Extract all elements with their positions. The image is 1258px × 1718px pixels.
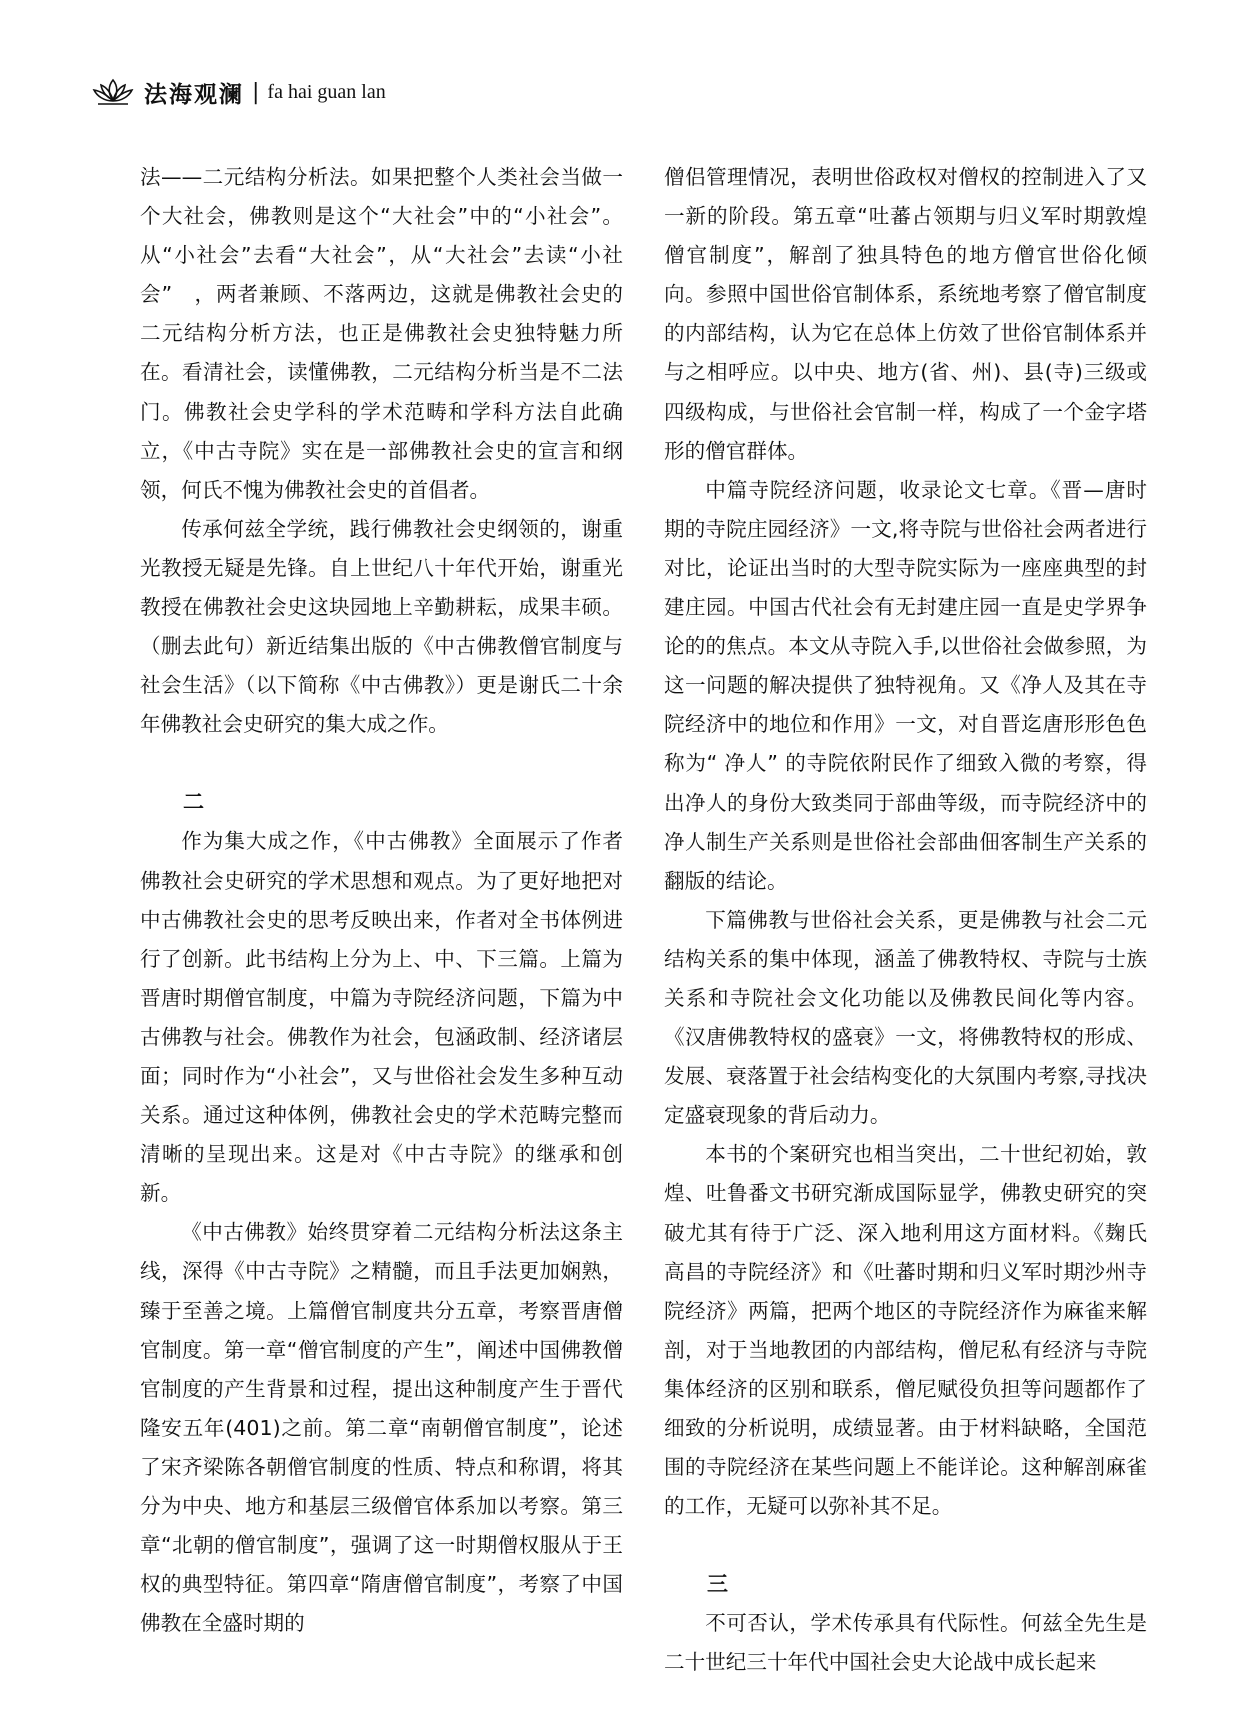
paragraph: 本书的个案研究也相当突出，二十世纪初始，敦煌、吐鲁番文书研究渐成国际显学，佛教史研究的突破尤其有待于广泛、深入地利用这方面材料。《麹氏高昌的寺院经济》和《吐蕃时期和归义军时期沙州寺院经济》两篇，把两个地区的寺院经济作为麻雀来解剖，对于当地教团的内部结构，僧尼私有经济与寺院集体经济的区别和联系，僧尼赋役负担等问题都作了细致的分析说明，成绩显著。由于材料缺略，全国范围的寺院经济在某些问题上不能详论。这种解剖麻雀的工作，无疑可以弥补其不足。 [664, 1142, 1147, 1519]
journal-title-en: fa hai guan lan [267, 80, 386, 103]
paragraph: 不可否认，学术传承具有代际性。何兹全先生是二十世纪三十年代中国社会史大论战中成长起来 [664, 1611, 1147, 1675]
page-header [92, 72, 386, 112]
paragraph: 传承何兹全学统，践行佛教社会史纲领的，谢重光教授无疑是先锋。自上世纪八十年代开始，谢重光教授在佛教社会史这块园地上辛勤耕耘，成果丰硕。（删去此句）新近结集出版的《中古佛教僧官制度与社会生活》（以下简称《中古佛教》）更是谢氏二十余年佛教社会史研究的集大成之作。 [140, 516, 623, 737]
paragraph: 僧侣管理情况，表明世俗政权对僧权的控制进入了又一新的阶段。第五章“吐蕃占领期与归义军时期敦煌僧官制度”，解剖了独具特色的地方僧官世俗化倾向。参照中国世俗官制体系，系统地考察了僧官制度的内部结构，认为它在总体上仿效了世俗官制体系并与之相呼应。以中央、地方(省、州)、县(寺)三级或四级构成，与世俗社会官制一样，构成了一个金字塔形的僧官群体。 [664, 165, 1147, 463]
section-gap [140, 744, 623, 783]
right-column [664, 158, 1147, 1682]
left-column [140, 158, 623, 1643]
paragraph: 中篇寺院经济问题，收录论文七章。《晋—唐时期的寺院庄园经济》一文,将寺院与世俗社会两者进行对比，论证出当时的大型寺院实际为一座座典型的封建庄园。中国古代社会有无封建庄园一直是史学界争论的的焦点。本文从寺院入手,以世俗社会做参照，为这一问题的解决提供了独特视角。又《净人及其在寺院经济中的地位和作用》一文，对自晋迄唐形形色色称为“ 净人” 的寺院依附民作了细致入微的考察，得出净人的身份大致类同于部曲等级，而寺院经济中的净人制生产关系则是世俗社会部曲佃客制生产关系的翻版的结论。 [664, 477, 1147, 893]
section-gap [664, 1526, 1147, 1565]
paragraph: 法——二元结构分析法。如果把整个人类社会当做一个大社会，佛教则是这个“大社会”中的“小社会”。从“小社会”去看“大社会”，从“大社会”去读“小社会” ，两者兼顾、不落两边，这就是佛教社会史的二元结构分析方法，也正是佛教社会史独特魅力所在。看清社会，读懂佛教，二元结构分析当是不二法门。佛教社会史学科的学术范畴和学科方法自此确立，《中古寺院》实在是一部佛教社会史的宣言和纲领，何氏不愧为佛教社会史的首倡者。 [140, 165, 623, 502]
title-separator: | [252, 79, 260, 105]
journal-title-cn: 法海观澜 [144, 80, 244, 108]
section-heading: 二 [183, 790, 204, 815]
lotus-icon [92, 77, 134, 107]
paragraph: 《中古佛教》始终贯穿着二元结构分析法这条主线，深得《中古寺院》之精髓，而且手法更加娴熟，臻于至善之境。上篇僧官制度共分五章，考察晋唐僧官制度。第一章“僧官制度的产生”，阐述中国佛教僧官制度的产生背景和过程，提出这种制度产生于晋代隆安五年(401)之前。第二章“南朝僧官制度”，论述了宋齐梁陈各朝僧官制度的性质、特点和称谓，将其分为中央、地方和基层三级僧官体系加以考察。第三章“北朝的僧官制度”，强调了这一时期僧权服从于王权的典型特征。第四章“隋唐僧官制度”，考察了中国佛教在全盛时期的 [140, 1220, 623, 1636]
paragraph: 下篇佛教与世俗社会关系，更是佛教与社会二元结构关系的集中体现，涵盖了佛教特权、寺院与士族关系和寺院社会文化功能以及佛教民间化等内容。《汉唐佛教特权的盛衰》一文，将佛教特权的形成、发展、衰落置于社会结构变化的大氛围内考察,寻找决定盛衰现象的背后动力。 [664, 907, 1147, 1128]
paragraph: 作为集大成之作，《中古佛教》全面展示了作者佛教社会史研究的学术思想和观点。为了更好地把对中古佛教社会史的思考反映出来，作者对全书体例进行了创新。此书结构上分为上、中、下三篇。上篇为晋唐时期僧官制度，中篇为寺院经济问题，下篇为中古佛教与社会。佛教作为社会，包涵政制、经济诸层面；同时作为“小社会”，又与世俗社会发生多种互动关系。通过这种体例，佛教社会史的学术范畴完整而清晰的呈现出来。这是对《中古寺院》的继承和创新。 [140, 829, 623, 1206]
section-heading: 三 [707, 1572, 728, 1597]
